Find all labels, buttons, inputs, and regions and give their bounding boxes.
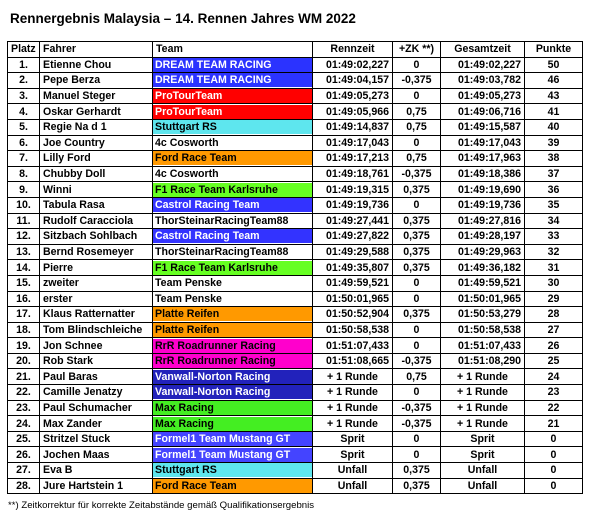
cell-platz: 11. [8,213,40,229]
cell-platz: 18. [8,322,40,338]
cell-rennzeit: 01:50:52,904 [313,307,393,323]
cell-fahrer: Tabula Rasa [40,197,153,213]
team-label: ThorSteinarRacingTeam88 [153,245,312,259]
cell-team [153,229,313,245]
cell-fahrer: Oskar Gerhardt [40,104,153,120]
cell-fahrer: Chubby Doll [40,166,153,182]
cell-zk: 0,75 [393,104,441,120]
table-row [8,260,583,276]
cell-gesamtzeit: + 1 Runde [441,416,525,432]
team-label: 4c Cosworth [153,167,312,181]
cell-platz: 28. [8,478,40,494]
cell-fahrer: Sitzbach Sohlbach [40,229,153,245]
table-row [8,104,583,120]
team-label: F1 Race Team Karlsruhe [153,183,312,197]
cell-zk: -0,375 [393,416,441,432]
table-row [8,244,583,260]
cell-punkte: 34 [525,213,583,229]
cell-platz: 24. [8,416,40,432]
cell-rennzeit: 01:49:27,441 [313,213,393,229]
cell-punkte: 31 [525,260,583,276]
cell-platz: 7. [8,151,40,167]
team-label: Castrol Racing Team [153,198,312,212]
cell-fahrer: Camille Jenatzy [40,385,153,401]
cell-rennzeit: 01:49:17,043 [313,135,393,151]
table-row [8,322,583,338]
cell-rennzeit: 01:50:58,538 [313,322,393,338]
cell-rennzeit: + 1 Runde [313,400,393,416]
cell-gesamtzeit: 01:49:28,197 [441,229,525,245]
cell-punkte: 40 [525,119,583,135]
team-label: DREAM TEAM RACING [153,73,312,87]
cell-gesamtzeit: 01:49:17,043 [441,135,525,151]
cell-fahrer: Jon Schnee [40,338,153,354]
cell-zk: 0 [393,291,441,307]
team-label: Max Racing [153,401,312,415]
cell-zk: 0,375 [393,478,441,494]
cell-zk: 0,75 [393,369,441,385]
table-row [8,291,583,307]
team-label: Platte Reifen [153,323,312,337]
cell-rennzeit: 01:51:08,665 [313,353,393,369]
cell-punkte: 24 [525,369,583,385]
cell-punkte: 38 [525,151,583,167]
cell-zk: 0,375 [393,307,441,323]
team-label: Ford Race Team [153,479,312,493]
table-row [8,463,583,479]
cell-team [153,244,313,260]
cell-fahrer: Max Zander [40,416,153,432]
table-row [8,73,583,89]
cell-platz: 21. [8,369,40,385]
cell-punkte: 23 [525,385,583,401]
cell-punkte: 36 [525,182,583,198]
cell-fahrer: Lilly Ford [40,151,153,167]
cell-platz: 12. [8,229,40,245]
team-label: 4c Cosworth [153,136,312,150]
cell-team [153,275,313,291]
cell-zk: 0,375 [393,463,441,479]
team-label: RrR Roadrunner Racing [153,339,312,353]
cell-gesamtzeit: 01:49:17,963 [441,151,525,167]
table-row [8,447,583,463]
cell-gesamtzeit: 01:51:08,290 [441,353,525,369]
cell-team [153,307,313,323]
cell-team [153,260,313,276]
team-label: Stuttgart RS [153,463,312,477]
cell-punkte: 50 [525,57,583,73]
cell-rennzeit: + 1 Runde [313,416,393,432]
cell-team [153,478,313,494]
cell-platz: 25. [8,431,40,447]
cell-fahrer: Winni [40,182,153,198]
cell-team [153,119,313,135]
cell-rennzeit: 01:49:17,213 [313,151,393,167]
cell-platz: 2. [8,73,40,89]
team-label: Team Penske [153,276,312,290]
cell-zk: 0 [393,447,441,463]
table-row [8,151,583,167]
cell-team [153,447,313,463]
cell-zk: 0,375 [393,182,441,198]
header-punkte: Punkte [525,42,583,58]
table-row [8,88,583,104]
cell-team [153,431,313,447]
cell-fahrer: zweiter [40,275,153,291]
cell-fahrer: Pepe Berza [40,73,153,89]
table-row [8,338,583,354]
cell-team [153,463,313,479]
cell-fahrer: Bernd Rosemeyer [40,244,153,260]
cell-fahrer: Joe Country [40,135,153,151]
cell-team [153,182,313,198]
cell-team [153,322,313,338]
cell-rennzeit: 01:49:19,736 [313,197,393,213]
cell-zk: -0,375 [393,400,441,416]
cell-rennzeit: + 1 Runde [313,369,393,385]
cell-punkte: 46 [525,73,583,89]
table-row [8,400,583,416]
cell-rennzeit: Sprit [313,447,393,463]
table-row [8,135,583,151]
team-label: Formel1 Team Mustang GT [153,432,312,446]
cell-punkte: 43 [525,88,583,104]
cell-rennzeit: 01:49:29,588 [313,244,393,260]
table-row [8,213,583,229]
cell-punkte: 35 [525,197,583,213]
team-label: ProTourTeam [153,105,312,119]
cell-zk: 0 [393,275,441,291]
cell-gesamtzeit: Sprit [441,431,525,447]
cell-gesamtzeit: 01:50:53,279 [441,307,525,323]
cell-fahrer: Paul Baras [40,369,153,385]
table-row [8,416,583,432]
cell-team [153,151,313,167]
cell-platz: 1. [8,57,40,73]
team-label: RrR Roadrunner Racing [153,354,312,368]
cell-team [153,291,313,307]
cell-rennzeit: Unfall [313,478,393,494]
cell-rennzeit: 01:49:59,521 [313,275,393,291]
cell-fahrer: Regie Na d 1 [40,119,153,135]
cell-punkte: 33 [525,229,583,245]
table-row [8,275,583,291]
cell-punkte: 0 [525,478,583,494]
table-row [8,369,583,385]
cell-gesamtzeit: 01:50:58,538 [441,322,525,338]
cell-zk: 0 [393,385,441,401]
cell-gesamtzeit: 01:49:59,521 [441,275,525,291]
cell-gesamtzeit: 01:49:06,716 [441,104,525,120]
team-label: Max Racing [153,417,312,431]
cell-platz: 27. [8,463,40,479]
footnote: **) Zeitkorrektur für korrekte Zeitabstände gemäß Qualifikationsergebnis [8,500,315,511]
cell-team [153,385,313,401]
cell-platz: 14. [8,260,40,276]
cell-punkte: 41 [525,104,583,120]
cell-platz: 26. [8,447,40,463]
cell-platz: 15. [8,275,40,291]
team-label: Vanwall-Norton Racing [153,385,312,399]
cell-rennzeit: Unfall [313,463,393,479]
table-row [8,57,583,73]
cell-rennzeit: 01:49:05,273 [313,88,393,104]
cell-punkte: 27 [525,322,583,338]
cell-gesamtzeit: 01:49:27,816 [441,213,525,229]
cell-gesamtzeit: 01:49:29,963 [441,244,525,260]
cell-team [153,88,313,104]
cell-punkte: 26 [525,338,583,354]
cell-punkte: 0 [525,431,583,447]
cell-platz: 19. [8,338,40,354]
cell-gesamtzeit: 01:49:15,587 [441,119,525,135]
cell-punkte: 28 [525,307,583,323]
cell-punkte: 29 [525,291,583,307]
cell-gesamtzeit: 01:49:19,690 [441,182,525,198]
cell-fahrer: Pierre [40,260,153,276]
cell-gesamtzeit: Unfall [441,463,525,479]
cell-zk: 0,375 [393,213,441,229]
cell-team [153,400,313,416]
cell-rennzeit: 01:49:02,227 [313,57,393,73]
team-label: Team Penske [153,292,312,306]
cell-rennzeit: 01:49:35,807 [313,260,393,276]
cell-gesamtzeit: + 1 Runde [441,385,525,401]
table-row [8,197,583,213]
table-row [8,166,583,182]
cell-fahrer: Manuel Steger [40,88,153,104]
table-row [8,353,583,369]
cell-punkte: 22 [525,400,583,416]
cell-platz: 8. [8,166,40,182]
header-platz: Platz [8,42,40,58]
cell-fahrer: Paul Schumacher [40,400,153,416]
cell-platz: 16. [8,291,40,307]
team-label: Platte Reifen [153,307,312,321]
cell-platz: 4. [8,104,40,120]
cell-gesamtzeit: Unfall [441,478,525,494]
cell-zk: 0 [393,431,441,447]
cell-rennzeit: 01:49:19,315 [313,182,393,198]
cell-zk: 0,375 [393,260,441,276]
header-zk: +ZK **) [393,42,441,58]
cell-gesamtzeit: 01:49:03,782 [441,73,525,89]
table-row [8,431,583,447]
team-label: ProTourTeam [153,89,312,103]
cell-fahrer: Etienne Chou [40,57,153,73]
cell-zk: -0,375 [393,353,441,369]
table-row [8,478,583,494]
cell-zk: 0 [393,57,441,73]
cell-team [153,197,313,213]
cell-gesamtzeit: 01:49:02,227 [441,57,525,73]
cell-punkte: 21 [525,416,583,432]
cell-zk: 0 [393,197,441,213]
cell-gesamtzeit: 01:49:36,182 [441,260,525,276]
table-row [8,307,583,323]
table-row [8,385,583,401]
cell-gesamtzeit: 01:49:05,273 [441,88,525,104]
cell-rennzeit: 01:49:14,837 [313,119,393,135]
cell-fahrer: Eva B [40,463,153,479]
cell-platz: 17. [8,307,40,323]
cell-zk: -0,375 [393,166,441,182]
cell-rennzeit: + 1 Runde [313,385,393,401]
cell-platz: 20. [8,353,40,369]
cell-fahrer: Jochen Maas [40,447,153,463]
page-title: Rennergebnis Malaysia – 14. Rennen Jahres WM 2022 [10,11,356,26]
table-row [8,182,583,198]
header-team: Team [153,42,313,58]
cell-zk: 0 [393,338,441,354]
cell-fahrer: erster [40,291,153,307]
team-label: Vanwall-Norton Racing [153,370,312,384]
cell-punkte: 0 [525,447,583,463]
cell-platz: 5. [8,119,40,135]
cell-zk: 0 [393,322,441,338]
cell-rennzeit: Sprit [313,431,393,447]
cell-team [153,338,313,354]
cell-gesamtzeit: 01:49:18,386 [441,166,525,182]
cell-team [153,57,313,73]
team-label: Formel1 Team Mustang GT [153,448,312,462]
cell-rennzeit: 01:49:05,966 [313,104,393,120]
cell-gesamtzeit: Sprit [441,447,525,463]
header-fahrer: Fahrer [40,42,153,58]
cell-punkte: 32 [525,244,583,260]
cell-zk: 0,375 [393,229,441,245]
results-table [7,41,583,494]
cell-punkte: 0 [525,463,583,479]
cell-rennzeit: 01:49:18,761 [313,166,393,182]
cell-team [153,416,313,432]
cell-platz: 9. [8,182,40,198]
cell-platz: 13. [8,244,40,260]
cell-fahrer: Jure Hartstein 1 [40,478,153,494]
cell-team [153,166,313,182]
cell-team [153,353,313,369]
cell-rennzeit: 01:51:07,433 [313,338,393,354]
cell-team [153,369,313,385]
cell-fahrer: Rob Stark [40,353,153,369]
cell-gesamtzeit: 01:51:07,433 [441,338,525,354]
cell-platz: 6. [8,135,40,151]
cell-gesamtzeit: + 1 Runde [441,369,525,385]
cell-rennzeit: 01:49:04,157 [313,73,393,89]
cell-platz: 3. [8,88,40,104]
table-row [8,229,583,245]
cell-punkte: 25 [525,353,583,369]
cell-rennzeit: 01:50:01,965 [313,291,393,307]
cell-team [153,213,313,229]
table-row [8,119,583,135]
cell-punkte: 37 [525,166,583,182]
cell-fahrer: Klaus Ratternatter [40,307,153,323]
cell-team [153,73,313,89]
team-label: Castrol Racing Team [153,229,312,243]
cell-gesamtzeit: + 1 Runde [441,400,525,416]
team-label: F1 Race Team Karlsruhe [153,261,312,275]
cell-fahrer: Tom Blindschleiche [40,322,153,338]
team-label: ThorSteinarRacingTeam88 [153,214,312,228]
cell-zk: 0 [393,135,441,151]
cell-platz: 22. [8,385,40,401]
cell-fahrer: Rudolf Caracciola [40,213,153,229]
team-label: Stuttgart RS [153,120,312,134]
cell-platz: 23. [8,400,40,416]
cell-rennzeit: 01:49:27,822 [313,229,393,245]
cell-zk: 0,375 [393,244,441,260]
team-label: Ford Race Team [153,151,312,165]
cell-team [153,104,313,120]
header-rennzeit: Rennzeit [313,42,393,58]
cell-punkte: 39 [525,135,583,151]
cell-gesamtzeit: 01:49:19,736 [441,197,525,213]
cell-zk: 0,75 [393,151,441,167]
cell-team [153,135,313,151]
header-row [8,42,583,58]
cell-platz: 10. [8,197,40,213]
team-label: DREAM TEAM RACING [153,58,312,72]
cell-fahrer: Stritzel Stuck [40,431,153,447]
cell-zk: 0,75 [393,119,441,135]
cell-zk: 0 [393,88,441,104]
cell-gesamtzeit: 01:50:01,965 [441,291,525,307]
header-gesamtzeit: Gesamtzeit [441,42,525,58]
cell-zk: -0,375 [393,73,441,89]
cell-punkte: 30 [525,275,583,291]
